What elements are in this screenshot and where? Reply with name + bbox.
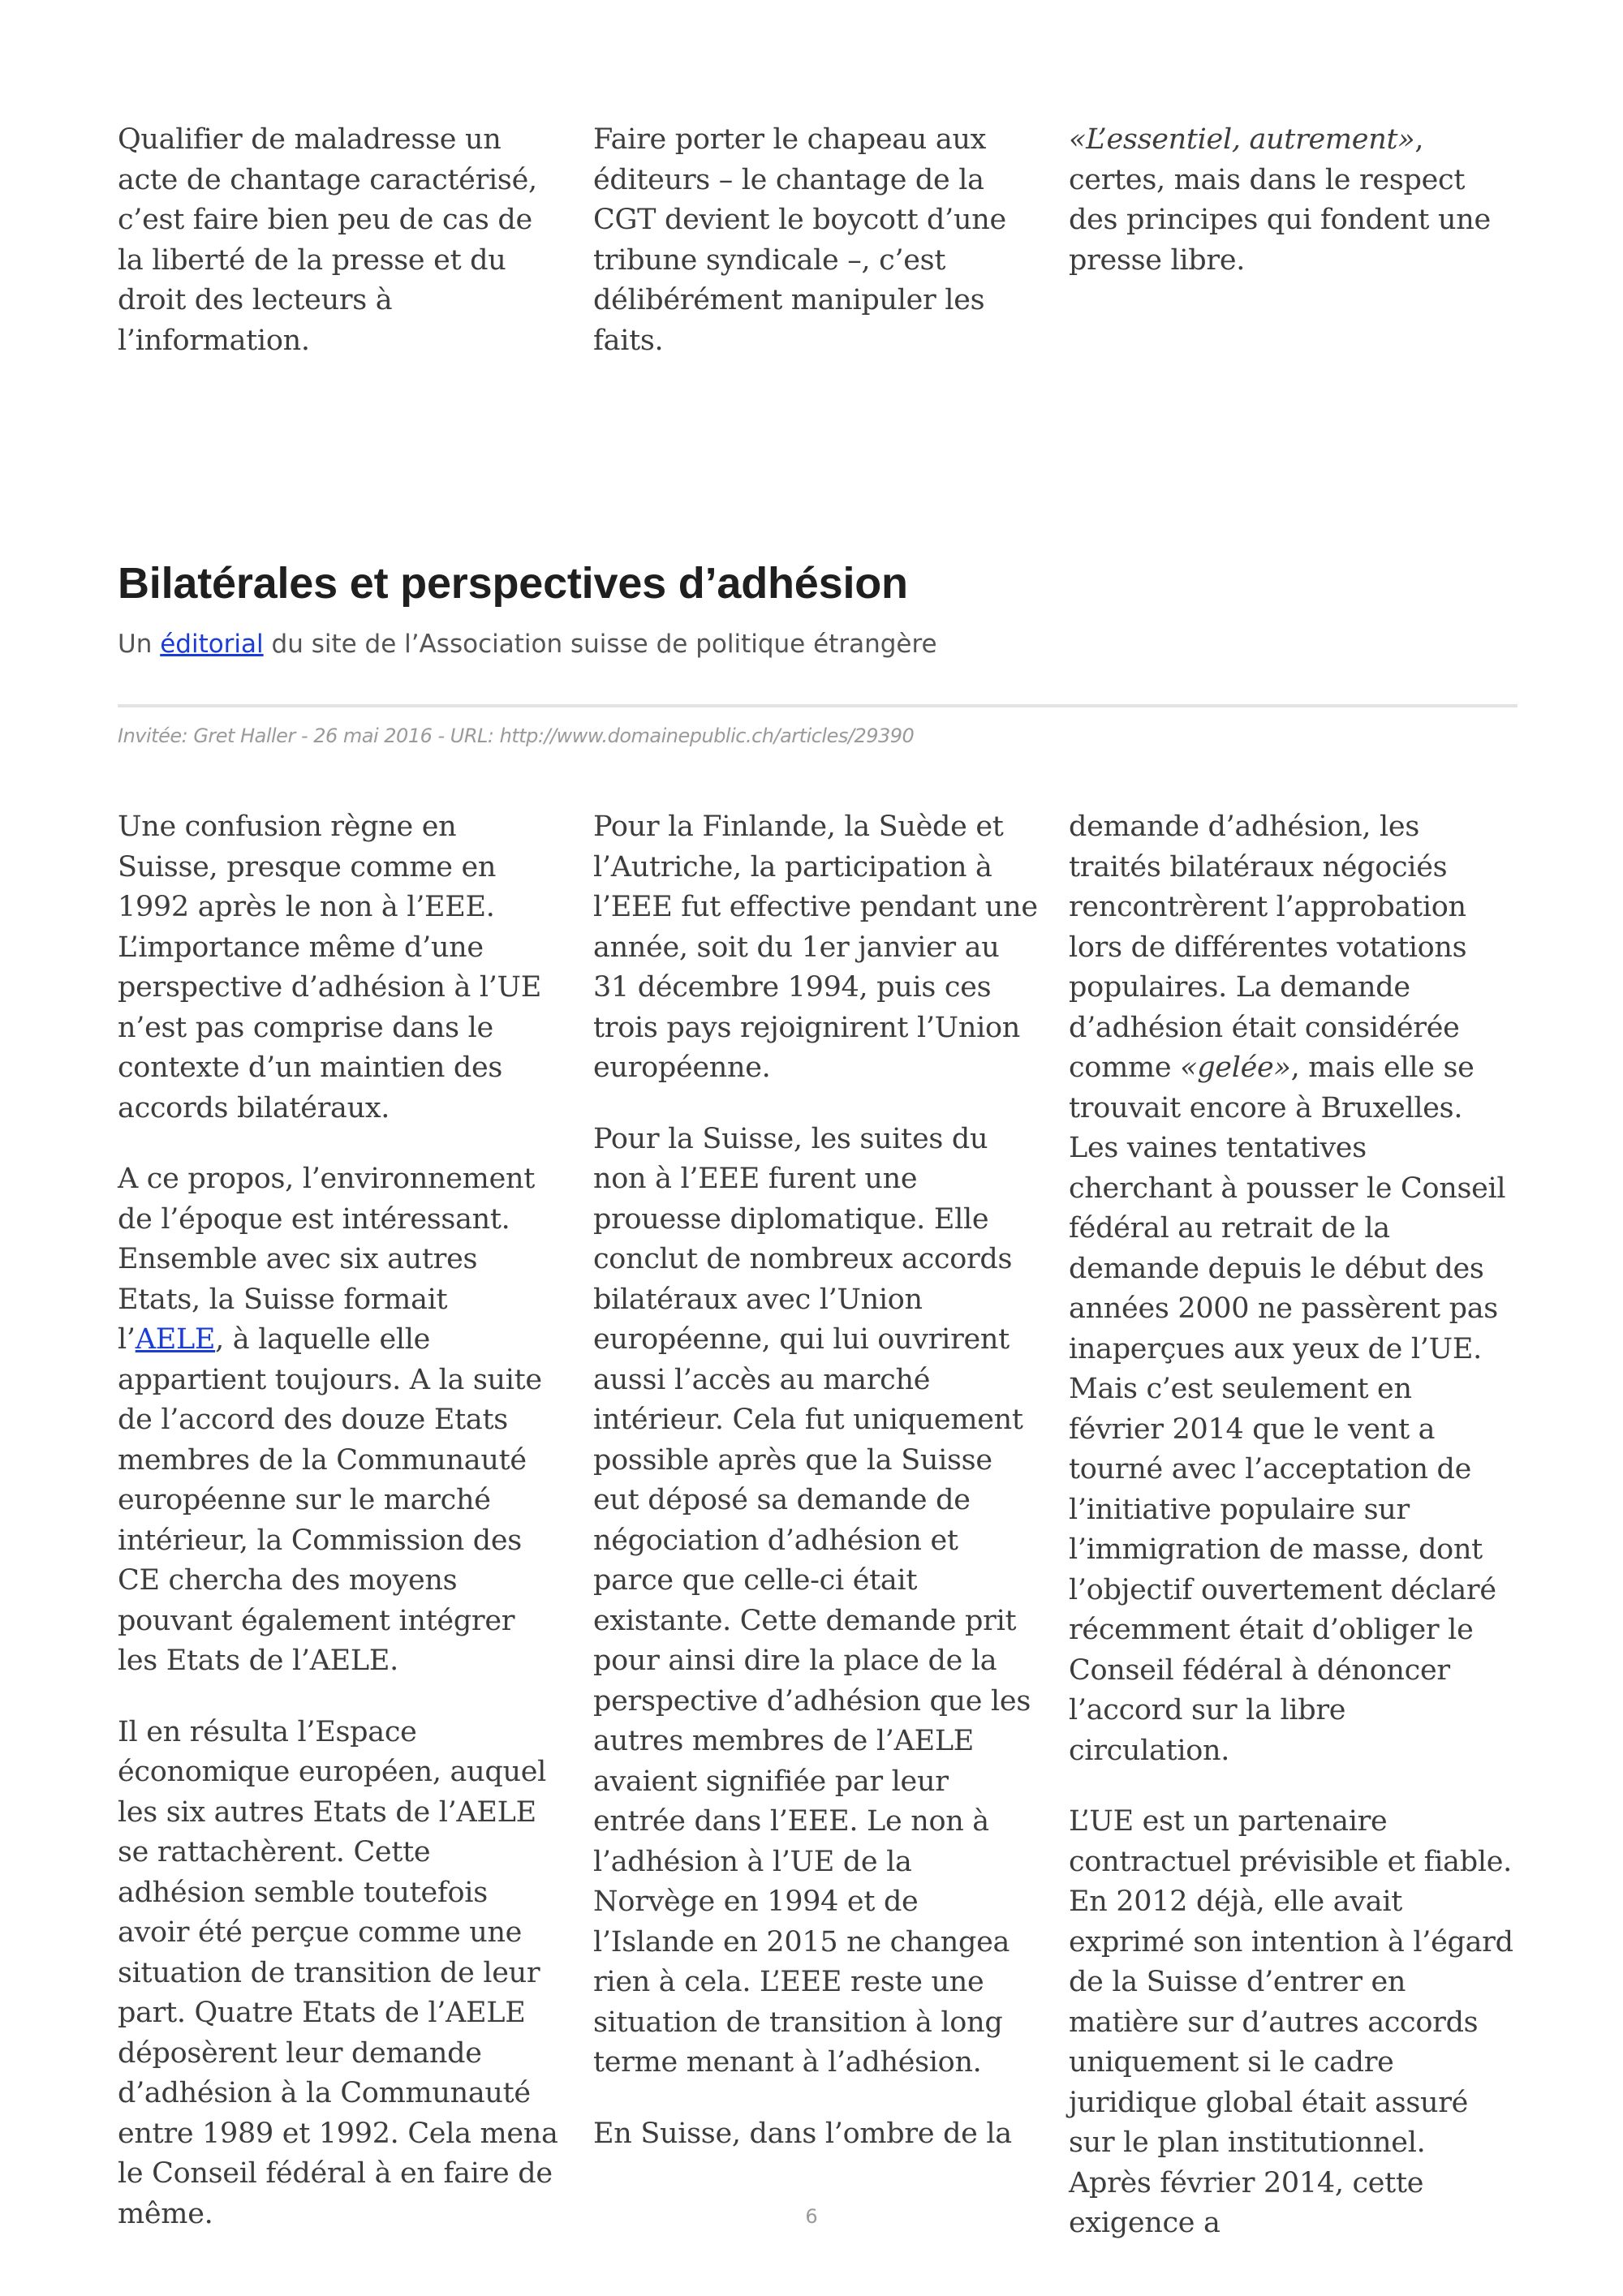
quote-emphasis: «L’essentiel, autrement»: [1069, 123, 1415, 156]
aele-link[interactable]: AELE: [135, 1323, 216, 1356]
paragraph: [1069, 807, 1513, 1771]
paragraph-text: A ce propos, l’environnement de l’époque est intéressant. Ensemble avec six autres Etats, la Suisse formait l’: [118, 1163, 535, 1356]
article-subtitle: [118, 630, 937, 659]
article-title: Bilatérales et perspectives d’adhésion: [118, 559, 908, 608]
article-body-columns: [118, 807, 1513, 2244]
paragraph: Faire porter le chapeau aux éditeurs – le chantage de la CGT devient le boycott d’une tribune syndicale –, c’est délibérément manipuler les faits.: [593, 123, 1006, 357]
paragraph: Pour la Finlande, la Suède et l’Autriche, la participation à l’EEE fut effective pendant une année, soit du 1er janvier au 31 décembre 1994, puis ces trois pays rejoignirent l’Union européenne.: [593, 810, 1038, 1084]
paragraph: En Suisse, dans l’ombre de la: [593, 2117, 1012, 2150]
paragraph-text: , mais elle se trouvait encore à Bruxelles. Les vaines tentatives cherchant à pousser le Conseil fédéral au retrait de la demande depuis le début des années 2000 ne passèrent pas inaperçues aux yeux de l’UE. Mais c’est seulement en février 2014 que le vent a tourné avec l’acceptation de l’initiative populaire sur l’immigration de masse, dont l’objectif ouvertement déclaré récemment était d’obliger le Conseil fédéral à dénoncer l’accord sur la libre circulation.: [1069, 1051, 1506, 1767]
paragraph-text: demande d’adhésion, les traités bilatéraux négociés rencontrèrent l’approbation lors de différentes votations populaires. La demande d’adhésion était considérée comme: [1069, 810, 1467, 1084]
paragraph-text: , à laquelle elle appartient toujours. A la suite de l’accord des douze Etats membres de la Communauté européenne sur le marché intérieur, la Commission des CE chercha des moyens pouvant également intégrer les Etats de l’AELE.: [118, 1323, 542, 1677]
paragraph: Une confusion règne en Suisse, presque comme en 1992 après le non à l’EEE. L’importance même d’une perspective d’adhésion à l’UE n’est pas comprise dans le contexte d’un maintien des accords bilatéraux.: [118, 810, 542, 1124]
subtitle-text: Un: [118, 630, 161, 659]
column-1: [118, 807, 562, 2244]
paragraph: [118, 1159, 562, 1682]
header-divider: [118, 704, 1518, 707]
article-meta: Invitée: Gret Haller - 26 mai 2016 - URL: http://www.domainepublic.ch/articles/29390: [118, 724, 915, 747]
quote-emphasis: «gelée»: [1180, 1051, 1291, 1084]
column-3: [1069, 807, 1513, 2244]
column-1: [118, 120, 562, 361]
page-number: 6: [805, 2205, 818, 2228]
paragraph: Pour la Suisse, les suites du non à l’EEE furent une prouesse diplomatique. Elle conclut de nombreux accords bilatéraux avec l’Union européenne, qui lui ouvrirent aussi l’accès au marché intérieur. Cela fut uniquement possible après que la Suisse eut déposé sa demande de négociation d’adhésion et parce que celle-ci était existante. Cette demande prit pour ainsi dire la place de la perspective d’adhésion que les autres membres de l’AELE avaient signifiée par leur entrée dans l’EEE. Le non à l’adhésion à l’UE de la Norvège en 1994 et de l’Islande en 2015 ne changea rien à cela. L’EEE reste une situation de transition à long terme menant à l’adhésion.: [593, 1122, 1031, 2079]
column-2: [593, 807, 1038, 2244]
paragraph: [1069, 120, 1513, 281]
previous-article-columns: [118, 120, 1513, 361]
column-3: [1069, 120, 1513, 361]
editorial-link[interactable]: éditorial: [160, 630, 264, 659]
paragraph-text: , certes, mais dans le respect des principes qui fondent une presse libre.: [1069, 123, 1491, 277]
column-2: [593, 120, 1038, 361]
paragraph: Qualifier de maladresse un acte de chantage caractérisé, c’est faire bien peu de cas de la liberté de la presse et du droit des lecteurs à l’information.: [118, 123, 537, 357]
paragraph: Il en résulta l’Espace économique européen, auquel les six autres Etats de l’AELE se rattachèrent. Cette adhésion semble toutefois avoir été perçue comme une situation de transition de leur part. Quatre Etats de l’AELE déposèrent leur demande d’adhésion à la Communauté entre 1989 et 1992. Cela mena le Conseil fédéral à en faire de même.: [118, 1715, 558, 2230]
subtitle-text: du site de l’Association suisse de politique étrangère: [263, 630, 937, 659]
paragraph: L’UE est un partenaire contractuel prévisible et fiable. En 2012 déjà, elle avait exprimé son intention à l’égard de la Suisse d’entrer en matière sur d’autres accords uniquement si le cadre juridique global était assuré sur le plan institutionnel. Après février 2014, cette exigence a: [1069, 1805, 1513, 2239]
